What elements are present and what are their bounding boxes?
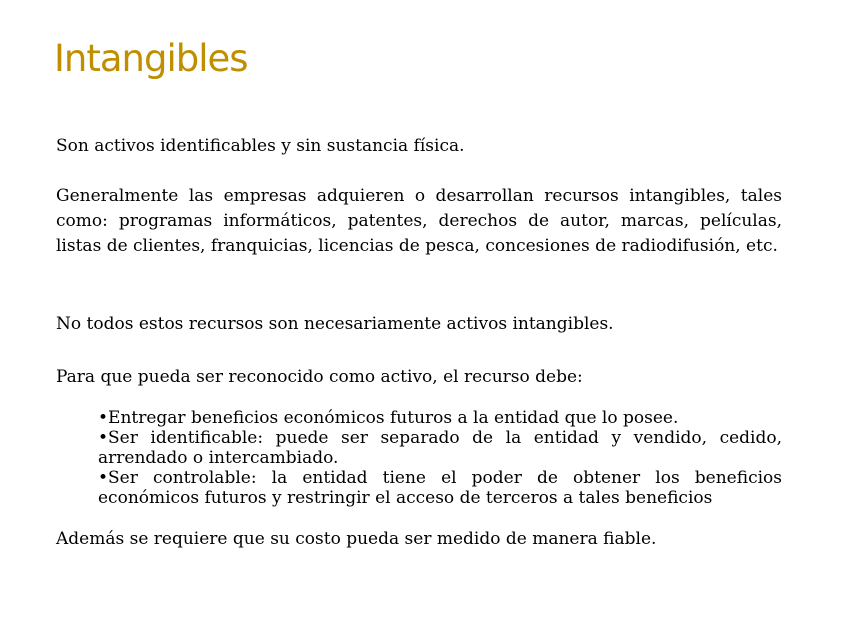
- list-item: [98, 468, 782, 508]
- bullet-icon: •: [98, 408, 109, 428]
- requirements-list: [98, 408, 782, 508]
- bullet-icon: •: [98, 468, 109, 488]
- list-item: [98, 428, 782, 468]
- list-item-text: Ser identificable: puede ser separado de la entidad y vendido, cedido, arrendado o intercambiado.: [98, 428, 782, 468]
- slide-title: Intangibles: [54, 37, 248, 80]
- bullet-icon: •: [98, 428, 109, 448]
- list-item-text: Ser controlable: la entidad tiene el poder de obtener los beneficios económicos futuros y restringir el acceso de terceros a tales beneficios: [98, 468, 782, 508]
- paragraph-measurement: Además se requiere que su costo pueda ser medido de manera fiable.: [56, 529, 657, 549]
- list-item: [98, 408, 782, 428]
- paragraph-definition: Son activos identificables y sin sustancia física.: [56, 136, 465, 156]
- paragraph-note: No todos estos recursos son necesariamente activos intangibles.: [56, 314, 614, 334]
- paragraph-examples: Generalmente las empresas adquieren o desarrollan recursos intangibles, tales como: programas informáticos, patentes, derechos de autor, marcas, películas, listas de clientes, franquicias, licencias de pesca, concesiones de radiodifusión, etc.: [56, 186, 782, 256]
- list-item-text: Entregar beneficios económicos futuros a la entidad que lo posee.: [108, 408, 679, 428]
- paragraph-requirements-intro: Para que pueda ser reconocido como activo, el recurso debe:: [56, 367, 583, 387]
